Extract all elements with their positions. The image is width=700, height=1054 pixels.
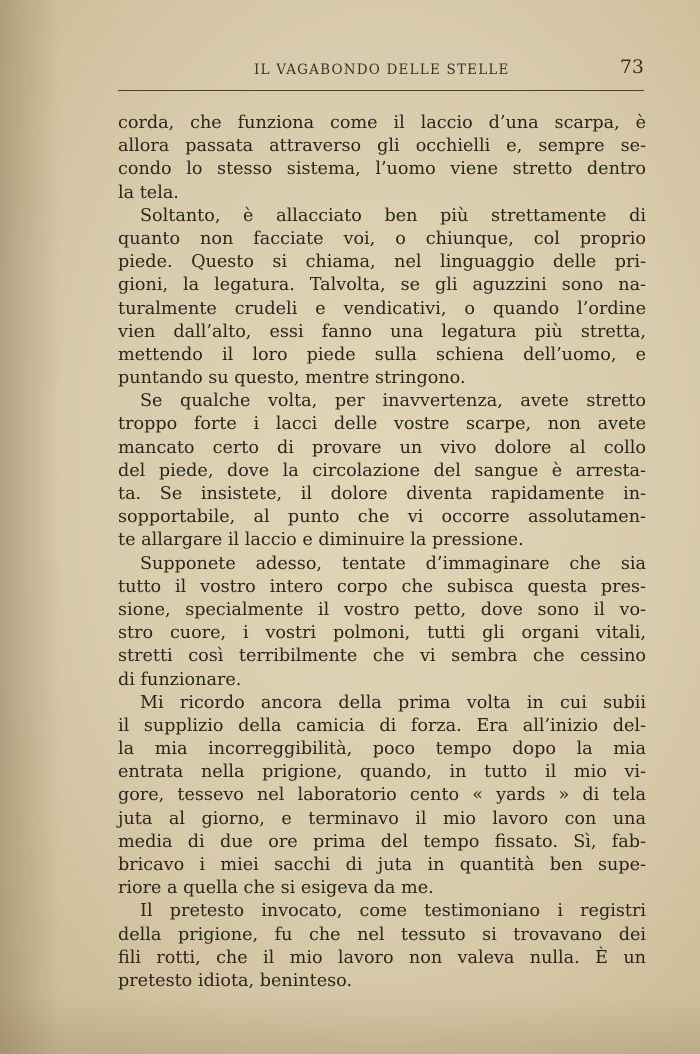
text-line: Il pretesto invocato, come testimoniano i registri <box>140 901 646 922</box>
text-line: mancato certo di provare un vivo dolore al collo <box>118 437 646 458</box>
text-line: sopportabile, al punto che vi occorre assolutamen- <box>118 507 646 528</box>
text-line: il supplizio della camicia di forza. Era all’inizio del- <box>118 715 646 736</box>
text-line: sione, specialmente il vostro petto, dove sono il vo- <box>118 599 646 620</box>
text-line: pretesto idiota, beninteso. <box>118 970 353 991</box>
bottom-shadow <box>0 994 700 1054</box>
text-line: media di due ore prima del tempo fissato. Sì, fab- <box>118 831 646 852</box>
text-line: piede. Questo si chiama, nel linguaggio delle pri- <box>118 252 646 273</box>
text-line: quanto non facciate voi, o chiunque, col proprio <box>118 228 646 249</box>
text-line: puntando su questo, mentre stringono. <box>118 368 466 389</box>
text-line: Soltanto, è allacciato ben più strettamente di <box>140 205 646 226</box>
text-line: Supponete adesso, tentate d’immaginare che sia <box>140 553 646 574</box>
body-text <box>118 112 646 993</box>
text-line: troppo forte i lacci delle vostre scarpe, non avete <box>118 414 646 435</box>
text-line: la tela. <box>118 182 179 203</box>
text-line: condo lo stesso sistema, l’uomo viene stretto dentro <box>118 159 646 180</box>
text-line: stretti così terribilmente che vi sembra che cessino <box>118 646 646 667</box>
text-line: te allargare il laccio e diminuire la pressione. <box>118 530 524 551</box>
text-line: juta al giorno, e terminavo il mio lavoro con una <box>118 808 646 829</box>
text-line: tutto il vostro intero corpo che subisca questa pres- <box>118 576 646 597</box>
text-line: entrata nella prigione, quando, in tutto il mio vi- <box>118 762 646 783</box>
spine-shadow <box>0 0 60 1054</box>
text-line: allora passata attraverso gli occhielli e, sempre se- <box>118 136 646 157</box>
text-line: la mia incorreggibilità, poco tempo dopo la mia <box>118 739 646 760</box>
text-line: Se qualche volta, per inavvertenza, avete stretto <box>140 391 646 412</box>
text-line: ta. Se insistete, il dolore diventa rapidamente in- <box>118 484 646 504</box>
header-rule <box>118 90 644 91</box>
text-line: fili rotti, che il mio lavoro non valeva nulla. È un <box>118 947 646 968</box>
text-line: bricavo i miei sacchi di juta in quantità ben supe- <box>118 855 646 875</box>
running-title: IL VAGABONDO DELLE STELLE <box>254 62 510 78</box>
page-number: 73 <box>619 56 644 78</box>
text-line: riore a quella che si esigeva da me. <box>118 878 434 899</box>
text-line: vien dall’alto, essi fanno una legatura più stretta, <box>118 321 646 342</box>
text-line: del piede, dove la circolazione del sangue è arresta- <box>118 460 646 481</box>
text-line: Mi ricordo ancora della prima volta in cui subii <box>140 692 646 713</box>
text-line: di funzionare. <box>118 669 242 690</box>
page-header <box>118 52 646 82</box>
text-line: turalmente crudeli e vendicativi, o quando l’ordine <box>118 298 646 319</box>
text-line: mettendo il loro piede sulla schiena dell’uomo, e <box>118 344 646 365</box>
text-line: stro cuore, i vostri polmoni, tutti gli organi vitali, <box>118 623 646 644</box>
text-line: della prigione, fu che nel tessuto si trovavano dei <box>118 924 646 945</box>
text-line: gore, tessevo nel laboratorio cento « yards » di tela <box>118 785 646 806</box>
text-line: gioni, la legatura. Talvolta, se gli aguzzini sono na- <box>118 275 646 296</box>
text-line: corda, che funziona come il laccio d’una scarpa, è <box>118 113 646 133</box>
